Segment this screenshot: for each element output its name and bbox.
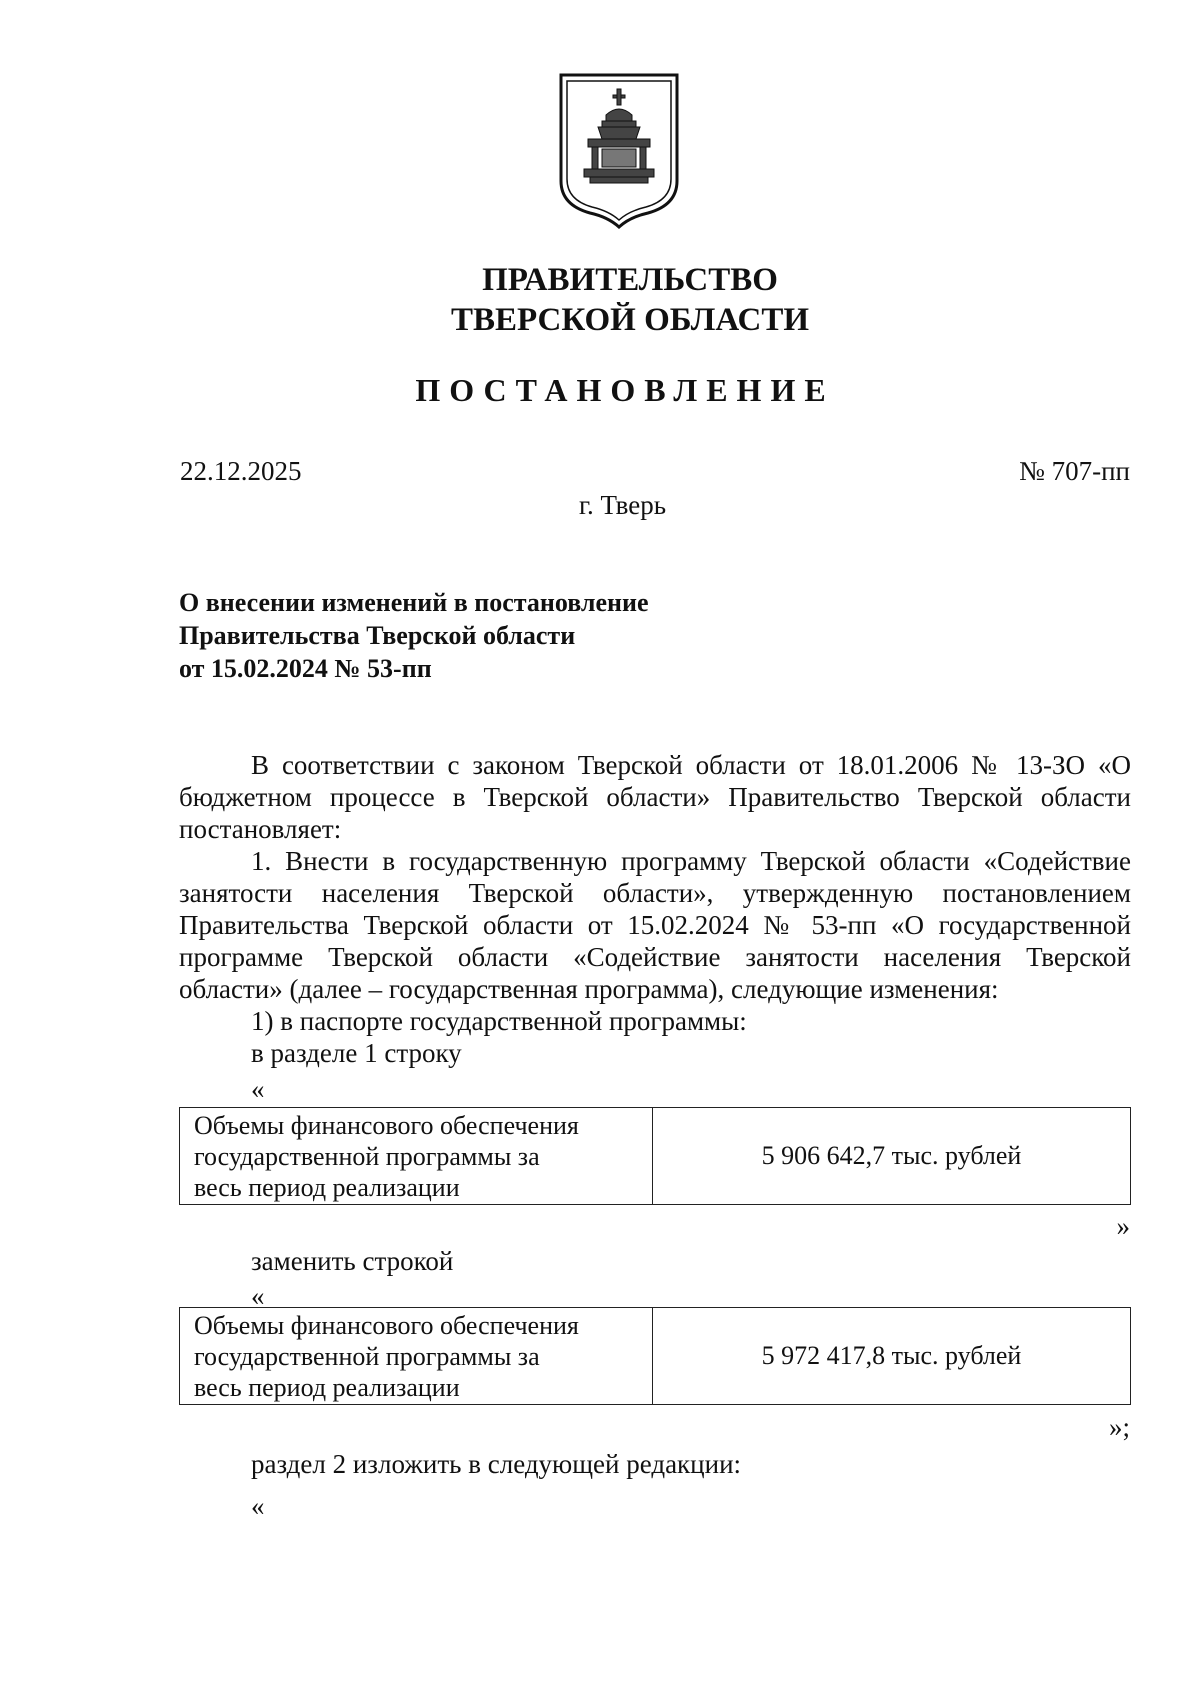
new-row-value: 5 972 417,8 тыс. рублей [653,1308,1131,1405]
close-quote: » [1116,1211,1130,1241]
old-row-label-line-3: весь период реализации [194,1172,460,1202]
coat-of-arms-icon [558,73,680,229]
new-row-label-line-2: государственной программы за [194,1341,540,1371]
document-number: № 707-пп [1019,456,1130,486]
old-row-table [179,1107,1131,1205]
organization-line-2: ТВЕРСКОЙ ОБЛАСТИ [450,302,810,338]
document-subject [179,586,649,685]
organization-name [0,260,1200,340]
intro-paragraph: В соответствии с законом Тверской области от 18.01.2006 № 13-ЗО «О бюджетном процессе в Тверской области» Правительство Тверской области постановляет: [179,750,1131,844]
new-row-label-line-3: весь период реализации [194,1372,460,1402]
open-quote-3: « [251,1491,265,1521]
new-row-table [179,1307,1131,1405]
table-row [180,1308,1131,1405]
table-row [180,1108,1131,1205]
document-type: ПОСТАНОВЛЕНИЕ [415,372,835,408]
old-row-label [180,1108,653,1205]
subject-line-2: Правительства Тверской области [179,621,576,650]
document-city: г. Тверь [579,490,667,520]
old-row-value: 5 906 642,7 тыс. рублей [653,1108,1131,1205]
new-row-label [180,1308,653,1405]
item-1-paragraph: 1. Внести в государственную программу Тверской области «Содействие занятости населения Тверской области», утвержденную постановлением Правительства Тверской области от 15.02.2024 № 53-пп «О государственной программе Тверской области «Содействие занятости населения Тверской области» (далее – государственная программа), следующие изменения: [179,846,1131,1004]
close-quote-semicolon: »; [1108,1412,1130,1442]
document-date: 22.12.2025 [180,456,302,486]
old-row-label-line-2: государственной программы за [194,1141,540,1171]
new-row-label-line-1: Объемы финансового обеспечения [194,1310,579,1340]
open-quote-2: « [251,1281,265,1311]
section-2-text: раздел 2 изложить в следующей редакции: [251,1449,742,1479]
subject-line-1: О внесении изменений в постановление [179,588,649,617]
replace-with-text: заменить строкой [251,1246,454,1276]
old-row-label-line-1: Объемы финансового обеспечения [194,1110,579,1140]
subject-line-3: от 15.02.2024 № 53-пп [179,654,432,683]
section-1-row-text: в разделе 1 строку [251,1038,462,1068]
subitem-1: 1) в паспорте государственной программы: [251,1006,747,1036]
organization-line-1: ПРАВИТЕЛЬСТВО [482,262,778,298]
open-quote: « [251,1074,265,1104]
